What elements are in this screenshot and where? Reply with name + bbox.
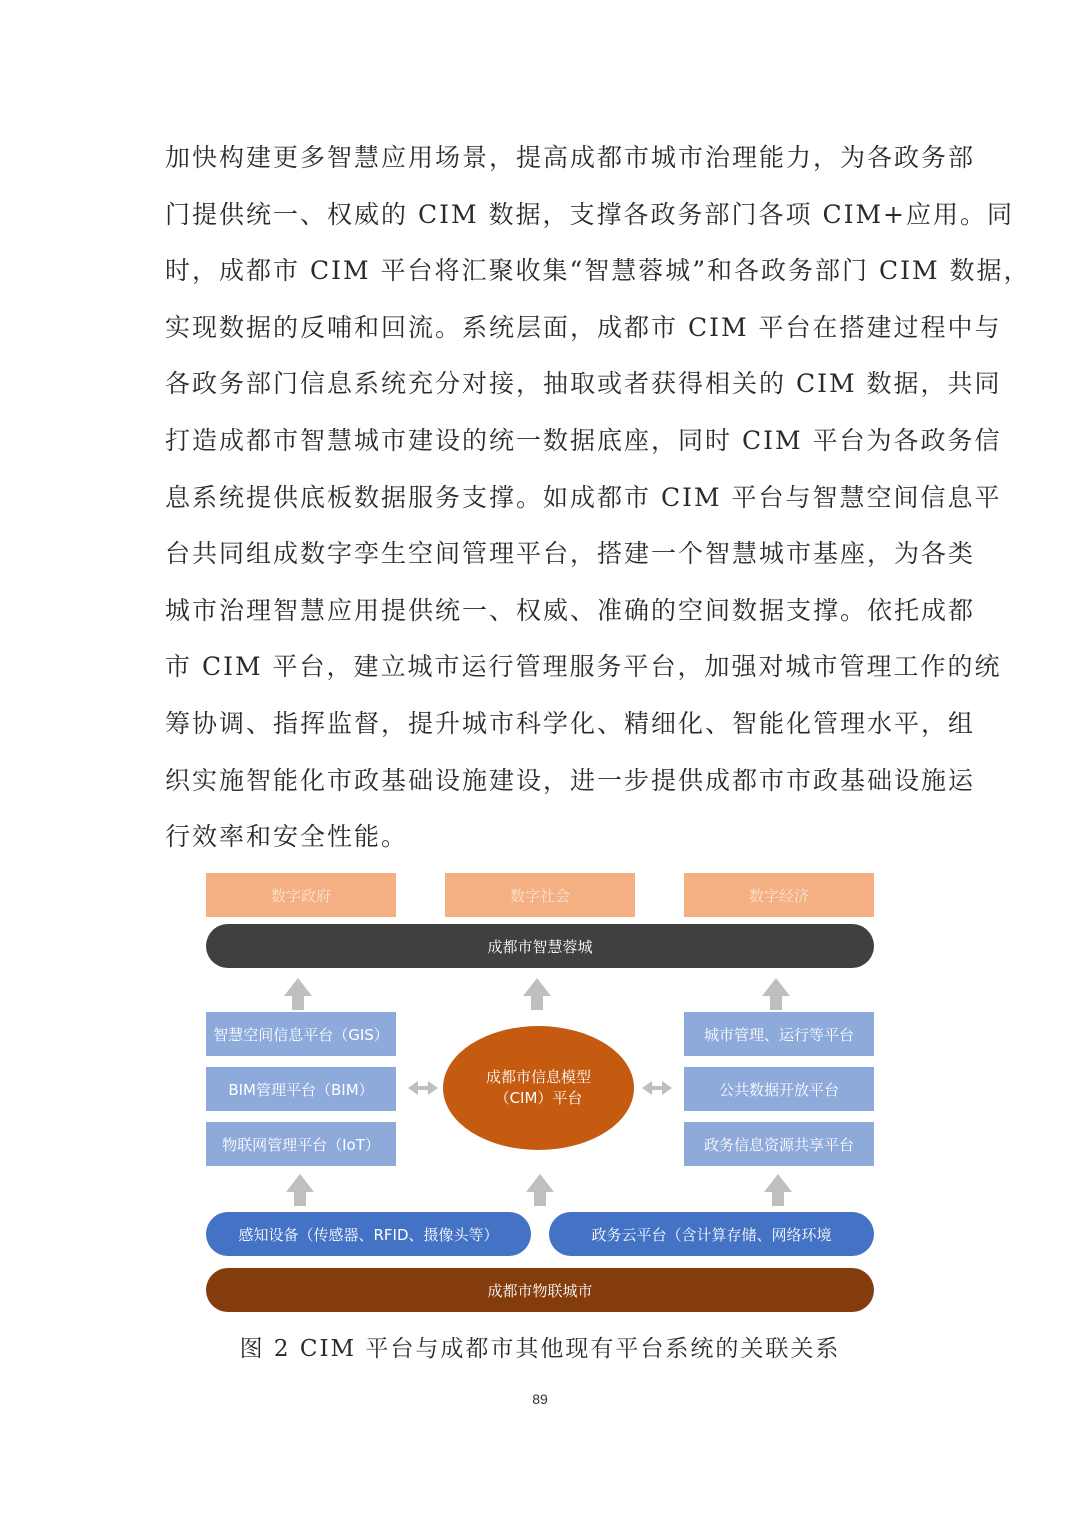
bim-platform-box: BIM管理平台（BIM） <box>206 1067 396 1111</box>
cim-label-line1: 成都市信息模型 <box>485 1068 591 1086</box>
paragraph-line: 实现数据的反哺和回流。系统层面，成都市 CIM 平台在搭建过程中与 <box>165 312 1002 342</box>
paragraph-line: 织实施智能化市政基础设施建设，进一步提供成都市市政基础设施运 <box>165 765 976 795</box>
up-arrow-icon <box>523 978 551 1010</box>
iot-platform-box: 物联网管理平台（IoT） <box>206 1122 396 1166</box>
paragraph-line: 行效率和安全性能。 <box>165 822 409 852</box>
page-number: 89 <box>532 1391 548 1407</box>
paragraph-line: 市 CIM 平台，建立城市运行管理服务平台，加强对城市管理工作的统 <box>165 652 1002 682</box>
paragraph-line: 息系统提供底板数据服务支撑。如成都市 CIM 平台与智慧空间信息平 <box>165 482 1002 512</box>
iot-city-bar: 成都市物联城市 <box>206 1268 874 1312</box>
up-arrow-icon <box>526 1174 554 1206</box>
paragraph-line: 筹协调、指挥监督，提升城市科学化、精细化、智能化管理水平，组 <box>165 708 976 738</box>
cim-platform-ellipse <box>443 1026 634 1150</box>
city-management-platform-box: 城市管理、运行等平台 <box>684 1012 874 1056</box>
public-data-platform-box: 公共数据开放平台 <box>684 1067 874 1111</box>
smart-city-bar: 成都市智慧蓉城 <box>206 924 874 968</box>
digital-government-box: 数字政府 <box>206 873 396 917</box>
gov-info-sharing-platform-box: 政务信息资源共享平台 <box>684 1122 874 1166</box>
up-arrow-icon <box>764 1174 792 1206</box>
paragraph-line: 台共同组成数字孪生空间管理平台，搭建一个智慧城市基座，为各类 <box>165 539 976 569</box>
gis-platform-box: 智慧空间信息平台（GIS） <box>206 1012 396 1056</box>
paragraph-line: 加快构建更多智慧应用场景，提高成都市城市治理能力，为各政务部 <box>165 143 976 172</box>
sensing-devices-bar: 感知设备（传感器、RFID、摄像头等） <box>206 1212 531 1256</box>
paragraph-line: 各政务部门信息系统充分对接，抽取或者获得相关的 CIM 数据，共同 <box>165 369 1002 399</box>
paragraph-line: 门提供统一、权威的 CIM 数据，支撑各政务部门各项 CIM+应用。同 <box>165 199 1014 229</box>
figure-caption: 图 2 CIM 平台与成都市其他现有平台系统的关联关系 <box>239 1336 841 1362</box>
digital-economy-box: 数字经济 <box>684 873 874 917</box>
paragraph-line: 打造成都市智慧城市建设的统一数据底座，同时 CIM 平台为各政务信 <box>165 425 1002 455</box>
double-arrow-icon <box>408 1081 438 1095</box>
up-arrow-icon <box>286 1174 314 1206</box>
paragraph-line: 城市治理智慧应用提供统一、权威、准确的空间数据支撑。依托成都 <box>165 595 976 625</box>
cim-label-line2: （CIM）平台 <box>494 1089 583 1107</box>
double-arrow-icon <box>642 1081 672 1095</box>
gov-cloud-bar: 政务云平台（含计算存储、网络环境 <box>549 1212 874 1256</box>
digital-society-box: 数字社会 <box>445 873 635 917</box>
up-arrow-icon <box>762 978 790 1010</box>
paragraph-line: 时，成都市 CIM 平台将汇聚收集“智慧蓉城”和各政务部门 CIM 数据， <box>165 256 1031 286</box>
up-arrow-icon <box>284 978 312 1010</box>
